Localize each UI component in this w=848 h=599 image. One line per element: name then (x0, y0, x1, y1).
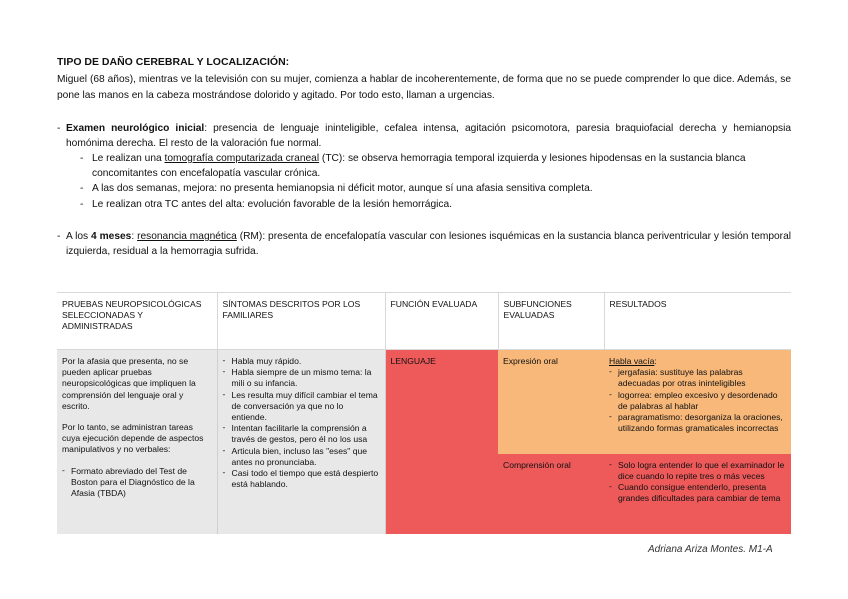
bullet-text-mid: : (131, 231, 138, 242)
res-expresion-colon: : (654, 356, 657, 366)
sub-bullet-dash: - (80, 153, 84, 164)
cell-funcion: LENGUAJE (385, 350, 498, 534)
bullet-label: Examen neurológico inicial (66, 123, 205, 134)
cell-res-expresion (604, 350, 791, 454)
list-item: - Solo logra entender lo que el examinador le dice cuando lo repite tres o más veces (609, 460, 786, 482)
header-funcion: FUNCIÓN EVALUADA (385, 293, 498, 350)
header-sintomas: SÍNTOMAS DESCRITOS POR LOS FAMILIARES (217, 293, 385, 350)
list-item: - Casi todo el tiempo que está despierto está hablando. (223, 468, 380, 490)
res-expresion-list (609, 367, 786, 434)
cell-sub-comprension: Comprensión oral (498, 454, 604, 534)
rm-term: resonancia magnética (137, 231, 237, 242)
list-item: - logorrea: empleo excesivo y desordenado de palabras al hablar (609, 390, 786, 412)
case-intro-paragraph: Miguel (68 años), mientras ve la televisión con su mujer, comienza a hablar de incoherentemente, de forma que no se puede comprender lo que dice. Además, se pone las manos en la cabeza mostrándose dolorido y agitado. Por todo esto, llaman a urgencias. (57, 74, 791, 101)
sub-bullet-dash: - (80, 199, 84, 210)
sub-bullet-tc (80, 152, 791, 181)
bullet-4-meses (57, 230, 791, 259)
list-item: - Intentan facilitarle la comprensión a través de gestos, pero él no los usa (223, 423, 380, 445)
sub-bullet-dos-semanas (80, 182, 791, 197)
list-item: - Les resulta muy difícil cambiar el tema de conversación ya que no lo entiende. (223, 390, 380, 424)
bullet-text: A los (66, 231, 92, 242)
table-header-row (57, 293, 791, 350)
cell-sub-expresion: Expresión oral (498, 350, 604, 454)
tc-term: tomografía computarizada craneal (164, 153, 320, 164)
section-heading: TIPO DE DAÑO CEREBRAL Y LOCALIZACIÓN: (57, 56, 290, 68)
list-item: - Habla muy rápido. (223, 356, 380, 367)
cell-pruebas (57, 350, 217, 534)
header-pruebas: PRUEBAS NEUROPSICOLÓGICAS SELECCIONADAS Y ADMINISTRADAS (62, 299, 202, 332)
bullet-dash: - (57, 123, 61, 134)
pruebas-paragraph-1: Por la afasia que presenta, no se pueden aplicar pruebas neuropsicológicas que impliquen la comprensión del lenguaje oral y escrito. (62, 356, 196, 411)
sintomas-list (223, 356, 380, 490)
list-item: - jergafasia: sustituye las palabras adecuadas por otras ininteligibles (609, 367, 786, 389)
table-row (57, 350, 791, 454)
res-comprension-list (609, 460, 786, 505)
cell-res-comprension (604, 454, 791, 534)
footer-author: Adriana Ariza Montes. M1-A (648, 544, 773, 555)
list-item: - paragramatismo: desorganiza la oraciones, utilizando formas gramaticales incorrectas (609, 412, 786, 434)
sub-bullet-dash: - (80, 183, 84, 194)
header-subfunciones: SUBFUNCIONES EVALUADAS (498, 293, 604, 350)
pruebas-paragraph-2: Por lo tanto, se administran tareas cuya ejecución depende de aspectos manipulativos y no verbales: (62, 422, 204, 455)
sub-bullet-text: Le realizan una (92, 153, 165, 164)
sub-bullet-text: A las dos semanas, mejora: no presenta hemianopsia ni déficit motor, aunque sí una afasia sensitiva completa. (92, 183, 593, 194)
header-resultados: RESULTADOS (604, 293, 791, 350)
pruebas-list (62, 466, 212, 500)
sub-bullet-text: Le realizan otra TC antes del alta: evolución favorable de la lesión hemorrágica. (92, 199, 452, 210)
bullet-text-cont: (RM): presenta de encefalopatía vascular con lesiones isquémicas en la sustancia blanca periventricular y lesión temporal izquierda, residual a la hemorragia sufrida. (66, 231, 792, 257)
bullet-text: : presencia de lenguaje ininteligible, cefalea intensa, agitación psicomotora, paresia braquiofacial derecha y hemianopsia homónima derecha. El resto de la valoración fue normal. (66, 123, 792, 149)
res-expresion-title: Habla vacía (609, 356, 655, 366)
list-item: - Formato abreviado del Test de Boston para el Diagnóstico de la Afasia (TBDA) (62, 466, 212, 500)
cell-sintomas (217, 350, 385, 534)
bullet-bold: 4 meses (91, 231, 132, 242)
sub-bullet-tc-alta (80, 198, 791, 213)
list-item: - Cuando consigue entenderlo, presenta grandes dificultades para cambiar de tema (609, 482, 786, 504)
bullet-examen-inicial (57, 122, 791, 151)
sub-bullet-text-cont: (TC): se observa hemorragia temporal izquierda y lesiones hipodensas en la sustancia blanca concomitantes con encefalopatía vascular crónica. (92, 153, 746, 179)
results-table (57, 292, 791, 534)
list-item: - Articula bien, incluso las "eses" que antes no pronunciaba. (223, 446, 380, 468)
bullet-dash: - (57, 231, 61, 242)
list-item: - Habla siempre de un mismo tema: la mili o su infancia. (223, 367, 380, 389)
